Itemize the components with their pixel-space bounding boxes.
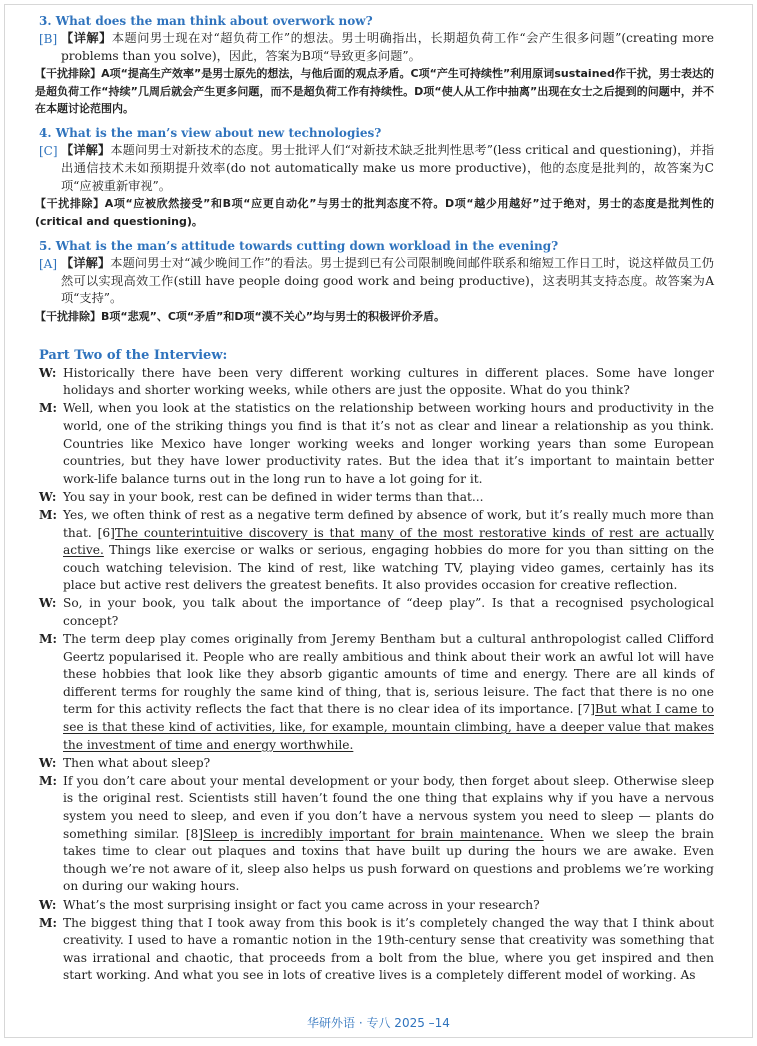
section-title: Part Two of the Interview: <box>39 348 228 364</box>
underlined-key-sentence: Sleep is incredibly important for brain maintenance. <box>203 826 544 841</box>
question-title: 4. What is the man’s view about new technologies? <box>39 126 382 141</box>
answer-explanation <box>39 142 714 195</box>
speaker-label: W: <box>39 489 57 504</box>
page-footer: 华研外语 · 专八 2025 –14 <box>307 1016 450 1030</box>
turn-text-continued: When we sleep the brain takes time to clear out plaques and toxins that have built up during the hours we are awake. Even though we’re not aware of it, sleep also helps us push forward on questions and problems we’re working on during our waking hours. <box>63 826 714 894</box>
interference-text: A项“提高生产效率”是男士原先的想法，与他后面的观点矛盾。C项“产生可持续性”利用原词sustained作干扰，男士表达的是超负荷工作“持续”几周后就会产生更多问题，而不是超负荷工作有持续性。D项“使人从工作中抽离”出现在女士之后提到的问题中，并不在本题讨论范围内。 <box>35 67 715 115</box>
turn-text: Historically there have been very different working cultures in different places. Some have longer holidays and shorter working weeks, while others are just the opposite. What do you think? <box>63 365 714 398</box>
transcript-turn <box>39 631 714 754</box>
question-title: 5. What is the man’s attitude towards cutting down workload in the evening? <box>39 239 559 253</box>
turn-text: Well, when you look at the statistics on the relationship between working hours and productivity in the world, one of the striking things you find is that it’s not as clear and linear a relationship as you think. Countries like Mexico have longer working weeks and longer working years than some European countries, but they have lower productivity rates. But the idea that it’s important to maintain better work-life balance turns out in the long run to have a lot going for it. <box>63 401 714 486</box>
page-content <box>35 14 715 985</box>
transcript-turn <box>39 595 714 630</box>
speaker-label: M: <box>39 507 57 522</box>
underlined-key-sentence: But what I came to see is that these kind of activities, like, for example, mountain climbing, have a deeper value that makes the investment of time and energy worthwhile. <box>63 702 714 752</box>
transcript-turn <box>39 507 714 595</box>
question-marker: [6] <box>97 525 115 540</box>
question-block <box>35 126 715 230</box>
speaker-label: M: <box>39 401 57 416</box>
speaker-label: M: <box>39 773 57 788</box>
interference-tag: 【干扰排除】 <box>35 197 105 211</box>
detail-text: 本题问男士对新技术的态度。男士批评人们“对新技术缺乏批判性思考”(less critical and questioning)，并指出通信技术未如预期提升效率(do not automatically make us more productive)，他的态度是批判的，故答案为C项“应被重新审视”。 <box>61 143 715 193</box>
answer-explanation <box>39 255 714 308</box>
distractor-explanation <box>35 195 714 230</box>
turn-text: The biggest thing that I took away from this book is it’s completely changed the way that I think about creativity. I used to have a romantic notion in the 19th-century sense that creativity was something that was irrational and chaotic, that proceeds from a bolt from the blue, where you get inspired and then start working. And what you see in lots of creative lives is a completely different model of working. As <box>63 915 714 983</box>
turn-text: So, in your book, you talk about the importance of “deep play”. Is that a recognised psychological concept? <box>63 596 714 628</box>
speaker-label: W: <box>39 596 57 611</box>
detail-tag: 【详解】 <box>61 256 111 270</box>
question-title: 3. What does the man think about overwork now? <box>39 14 373 28</box>
turn-text: Then what about sleep? <box>63 755 211 770</box>
answer-letter: [B] <box>39 32 58 46</box>
speaker-label: M: <box>39 632 57 647</box>
transcript-turn <box>39 365 714 400</box>
speaker-label: W: <box>39 365 57 380</box>
speaker-label: W: <box>39 897 57 912</box>
distractor-explanation <box>35 308 714 325</box>
detail-tag: 【详解】 <box>61 31 112 45</box>
underlined-key-sentence: The counterintuitive discovery is that many of the most restorative kinds of rest are actually active. <box>63 525 714 558</box>
speaker-label: M: <box>39 915 57 930</box>
question-marker: [8] <box>185 826 203 841</box>
turn-text-continued: Things like exercise or walks or serious, engaging hobbies do more for you than sitting on the couch watching television. The kind of rest, like watching TV, playing video games, certainly has its place but active rest delivers the greatest benefits. It also provides occasion for creative reflection. <box>63 543 714 593</box>
interference-text: B项“悲观”、C项“矛盾”和D项“漠不关心”均与男士的积极评价矛盾。 <box>101 309 445 323</box>
transcript-turn <box>39 400 714 488</box>
transcript-turn <box>39 489 714 507</box>
document-page <box>4 4 753 1038</box>
question-block <box>35 239 714 325</box>
transcript-turn <box>39 755 714 773</box>
turn-text: If you don’t care about your mental development or your body, then forget about sleep. Otherwise sleep is the original rest. Scientists still haven’t found the one thing that explains why if you have a nervous system you need to sleep, and even if you don’t have a nervous system you need to sleep — plants do something similar. <box>63 773 714 841</box>
interference-tag: 【干扰排除】 <box>35 309 101 323</box>
turn-text: Yes, we often think of rest as a negative term defined by absence of work, but it’s really much more than that. <box>63 507 714 540</box>
transcript-turn <box>39 915 714 985</box>
transcript-turn <box>39 897 714 915</box>
question-marker: [7] <box>577 702 595 717</box>
interference-tag: 【干扰排除】 <box>35 67 102 81</box>
question-block <box>35 14 715 117</box>
detail-text: 本题问男士现在对“超负荷工作”的想法。男士明确指出，长期超负荷工作“会产生很多问题”(creating more problems than you solve)，因此，答案为B项“导致更多问题”。 <box>61 31 714 63</box>
answer-letter: [A] <box>39 257 58 271</box>
answer-letter: [C] <box>39 144 58 159</box>
turn-text: The term deep play comes originally from Jeremy Bentham but a cultural anthropologist called Clifford Geertz popularised it. People who are really ambitious and think about their work an awful lot will have these hobbies that look like they absorb gigantic amounts of time and energy. There are all kinds of different terms for roughly the same kind of thing, that is, serious leisure. The fact that there is no one term for this activity reflects the fact that there is no clear idea of its importance. <box>63 632 714 717</box>
answer-explanation <box>39 30 714 65</box>
speaker-label: W: <box>39 755 57 770</box>
interview-transcript <box>39 365 714 985</box>
turn-text: You say in your book, rest can be defined in wider terms than that... <box>63 489 484 504</box>
detail-tag: 【详解】 <box>61 143 111 158</box>
turn-text: What’s the most surprising insight or fact you came across in your research? <box>63 897 540 912</box>
distractor-explanation <box>35 65 714 117</box>
interference-text: A项“应被欣然接受”和B项“应更自动化”与男士的批判态度不符。D项“越少用越好”过于绝对，男士的态度是批判性的(critical and questioning)。 <box>35 197 715 228</box>
transcript-turn <box>39 773 714 896</box>
detail-text: 本题问男士对“减少晚间工作”的看法。男士提到已有公司限制晚间邮件联系和缩短工作日工时，说这样做员工仍然可以实现高效工作(still have people doing good work and being productive)，这表明其支持态度。故答案为A项“支持”。 <box>61 256 714 306</box>
